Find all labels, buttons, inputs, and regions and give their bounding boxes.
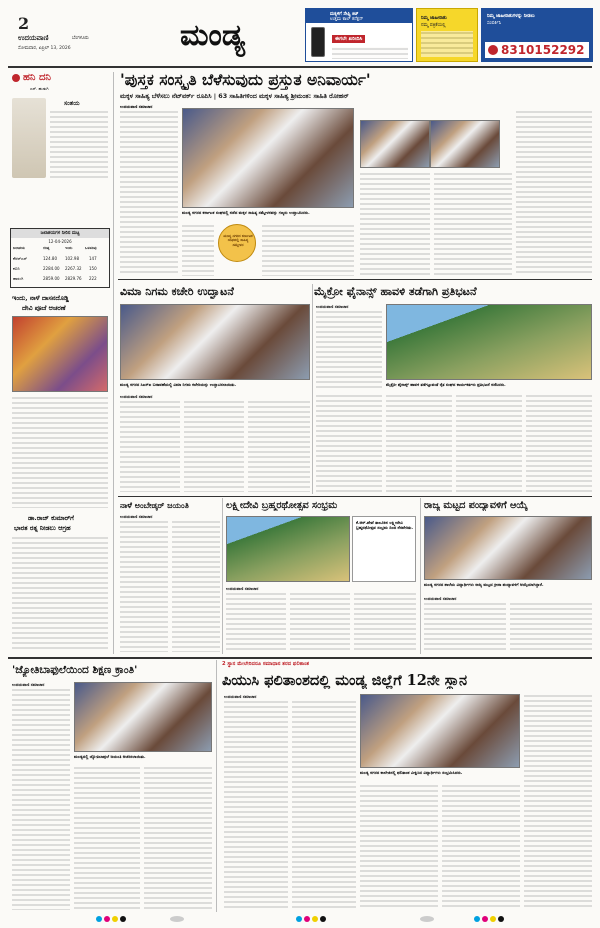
table-header-row — [13, 246, 109, 253]
ad-highlight: ಈಗಲೇ ಖರೀದಿಸಿ — [332, 35, 365, 43]
section-divider — [118, 279, 592, 280]
registration-dot — [304, 916, 310, 922]
registration-dot — [112, 916, 118, 922]
honey-column — [10, 72, 110, 224]
section-divider — [118, 496, 592, 497]
devi-headline: ದೇವಿ ಪೂಜೆ ಆಚರಣೆ — [22, 304, 66, 312]
honey-title: ಹನಿ ದನಿ — [23, 72, 51, 83]
registration-dot — [482, 916, 488, 922]
table-title: ಜಲಾಶಯಗಳ ನೀರಿನ ಮಟ್ಟ — [11, 229, 109, 238]
registration-dot — [96, 916, 102, 922]
table-cell: 2829.76 — [65, 276, 82, 281]
ambedkar-headline: ನಾಳೆ ಅಂಬೇಡ್ಕರ್ ಜಯಂತಿ — [120, 500, 189, 510]
ad-line: ಉತ್ತಮ ಕಾಲ್ ಕನೆಕ್ಷನ್ — [330, 17, 364, 22]
registration-dot — [498, 916, 504, 922]
ad-line: ನಿಮ್ಮ ಜಾಹೀರಾತು — [421, 16, 447, 21]
illustration — [12, 98, 46, 178]
table-cell: ಕೆಆರ್‌ಎಸ್ — [13, 256, 27, 261]
puc-byline: ಉದಯವಾಣಿ ಸಮಾಚಾರ — [224, 694, 257, 699]
lakshmi-note-box — [352, 516, 416, 582]
table-cell: 222 — [89, 276, 97, 281]
registration-dot — [170, 916, 184, 922]
rajkumar-headline: ಭಾರತ ರತ್ನ ನೀಡಲು ಆಗ್ರಹ — [14, 524, 71, 532]
micro-photo-caption: ಮೈಕ್ರೋ ಫೈನಾನ್ಸ್ ಹಾವಳಿ ತಡೆಗಟ್ಟುವಂತೆ ರೈತ ಸಂಘದ ಕಾರ್ಯಕರ್ತರು ಪ್ರತಿಭಟನೆ ನಡೆಸಿದರು. — [386, 382, 506, 387]
date-line: ಸೋಮವಾರ, ಏಪ್ರಿಲ್ 13, 2026 — [18, 46, 71, 51]
ad-line: ನಮ್ಮ ಪತ್ರಿಕೆಯಲ್ಲಿ — [421, 23, 446, 28]
state-photo-caption: ಮಂಡ್ಯ ನಗರದ ಶಾಲೆಯ ವಿದ್ಯಾರ್ಥಿಗಳು ರಾಜ್ಯ ಮಟ್ಟದ ಕ್ರೀಡಾ ಪಂದ್ಯಾವಳಿಗೆ ಆಯ್ಕೆಯಾಗಿದ್ದಾರೆ. — [424, 582, 544, 587]
ad-line: ಮಕ್ಕಳಿಗೆ ಸೇಫ್ಟಿ ಕಿಟ್ — [330, 12, 359, 17]
ad-phone-number: 8310152292 — [501, 43, 585, 57]
puc-kicker: 2 ಸ್ಥಾನ ಮೇಲೇರಿದರೂ ಸಮಾಧಾನ ತರದ ಫಲಿತಾಂಶ — [222, 661, 310, 667]
phone-icon — [488, 45, 498, 55]
lead-body — [120, 110, 178, 274]
column-divider — [420, 498, 421, 654]
registration-dot — [104, 916, 110, 922]
table-row — [13, 276, 109, 284]
registration-dot — [474, 916, 480, 922]
table-date: 12-04-2026 — [48, 239, 72, 244]
honey-icon — [12, 74, 20, 82]
lakshmi-byline: ಉದಯವಾಣಿ ಸಮಾಚಾರ — [226, 586, 259, 591]
table-cell: 147 — [89, 256, 97, 261]
lead-subhead: ಮಕ್ಕಳ ಸಾಹಿತ್ಯ ಬೆಳೆಸಲು ನೆಟ್‌ವರ್ಕ್ ರೂಪಿಸಿ | 63 ಸಾಹಿತಿಗಳಿಂದ ಮಕ್ಕಳ ಸಾಹಿತ್ಯ ಶ್ರೀಮಂತ: ಸಾಹಿತಿ ರೋಹನ್ — [120, 92, 349, 100]
devi-photo — [12, 316, 108, 392]
table-cell: 2267.32 — [65, 266, 82, 271]
ad-line: ಸಂಪರ್ಕಿಸಿ — [487, 21, 502, 26]
column-divider — [113, 72, 114, 654]
print-registration-marks — [0, 912, 600, 928]
water-level-table — [10, 228, 110, 288]
table-header: ಇಂದು — [65, 246, 73, 250]
column-divider — [222, 498, 223, 654]
devi-headline: ಇಂದು, ನಾಳೆ ದಾಸನದೊಡ್ಡಿ — [12, 294, 69, 302]
edition-label: ಬೆಂಗಳೂರು — [72, 36, 89, 41]
lead-photo-2 — [360, 120, 430, 168]
table-cell: ಕಬಿನಿ — [13, 266, 20, 271]
lead-photo — [182, 108, 354, 208]
phone-icon — [311, 27, 325, 57]
lead-photo-3 — [430, 120, 500, 168]
table-cell: 124.80 — [43, 256, 57, 261]
district-title: ಮಂಡ್ಯ — [180, 18, 246, 53]
table-cell: 2284.00 — [43, 266, 60, 271]
puc-photo-caption: ಮಂಡ್ಯ ನಗರದ ಕಾಲೇಜಿನಲ್ಲಿ ಫಲಿತಾಂಶ ವೀಕ್ಷಿಸಿದ ವಿದ್ಯಾರ್ಥಿಗಳು ಸಂಭ್ರಮಿಸಿದರು. — [360, 770, 463, 775]
table-header: ಗರಿಷ್ಠ — [43, 246, 50, 250]
registration-dot — [296, 916, 302, 922]
ad-newspaper[interactable] — [416, 8, 478, 62]
registration-dot — [490, 916, 496, 922]
jyoti-headline: 'ಜ್ಯೋತಿಬಾಫುಲೆಯಿಂದ ಶಿಕ್ಷಣ ಕ್ರಾಂತಿ' — [12, 664, 138, 676]
paper-name: ಉದಯವಾಣಿ — [18, 34, 49, 42]
puc-photo — [360, 694, 520, 768]
column-divider — [312, 284, 313, 494]
micro-headline: ಮೈಕ್ರೋ ಫೈನಾನ್ಸ್ ಹಾವಳಿ ತಡೆಗಾಗಿ ಪ್ರತಿಭಟನೆ — [314, 285, 477, 298]
lead-pullquote — [218, 224, 256, 262]
ad-contact[interactable] — [481, 8, 593, 62]
section-divider — [8, 657, 592, 659]
state-photo — [424, 516, 592, 580]
state-headline: ರಾಜ್ಯ ಮಟ್ಟದ ಪಂದ್ಯಾವಳಿಗೆ ಆಯ್ಕೆ — [424, 500, 528, 511]
vima-byline: ಉದಯವಾಣಿ ಸಮಾಚಾರ — [120, 394, 153, 399]
vima-photo-caption: ಮಂಡ್ಯ ನಗರದ ಸಿಎಸ್‌ಐ ಬಡಾವಣೆಯಲ್ಲಿ ವಿಮಾ ನಿಗಮ ಕಚೇರಿಯನ್ನು ಉದ್ಘಾಟಿಸಲಾಯಿತು. — [120, 382, 237, 387]
lead-photo-caption: ಮಂಡ್ಯ ನಗರದ ಕರ್ನಾಟಕ ಸಂಘದಲ್ಲಿ ನಡೆದ ಮಕ್ಕಳ ಸಾಹಿತ್ಯ ಸಮ್ಮೇಳನವನ್ನು ಗಣ್ಯರು ಉದ್ಘಾಟಿಸಿದರು. — [182, 210, 310, 215]
registration-dot — [120, 916, 126, 922]
lead-headline: 'ಪುಸ್ತಕ ಸಂಸ್ಕೃತಿ ಬೆಳೆಸುವುದು ಪ್ರಸ್ತುತ ಅನಿವಾರ್ಯ' — [120, 70, 371, 89]
lead-byline: ಉದಯವಾಣಿ ಸಮಾಚಾರ — [120, 104, 153, 109]
column-divider — [216, 660, 217, 912]
puc-headline: ಪಿಯುಸಿ ಫಲಿತಾಂಶದಲ್ಲಿ ಮಂಡ್ಯ ಜಿಲ್ಲೆಗೆ 12ನೇ ಸ್ಥಾನ — [222, 672, 468, 689]
state-byline: ಉದಯವಾಣಿ ಸಮಾಚಾರ — [424, 596, 457, 601]
table-header: ಜಲಾಶಯ — [13, 246, 25, 250]
table-row — [13, 266, 109, 274]
jyoti-photo — [74, 682, 212, 752]
table-cell: 102.98 — [65, 256, 79, 261]
registration-dot — [312, 916, 318, 922]
registration-dot — [420, 916, 434, 922]
lakshmi-note: ಕೆ.ಆರ್.ಪೇಟೆ ತಾಲೂಕಿನ ಲಕ್ಷ್ಮೀದೇವಿ ಬ್ರಹ್ಮರಥೋತ್ಸವ ಸಂಭ್ರಮ ದಿಂದ ನೆರವೇರಿತು. — [356, 520, 413, 531]
registration-dot — [320, 916, 326, 922]
lakshmi-photo — [226, 516, 350, 582]
rajkumar-headline: ಡಾ.ರಾಜ್ ಕುಮಾರ್‌ಗೆ — [28, 514, 74, 522]
table-cell: ಹಾರಂಗಿ — [13, 276, 24, 281]
poem-title: ಸಂಶಯ — [64, 100, 80, 107]
masthead — [0, 0, 600, 66]
table-row — [13, 256, 109, 264]
ad-line: ನಿಮ್ಮ ಜಾಹೀರಾತುಗಳನ್ನು ನೀಡಲು — [487, 14, 535, 19]
micro-byline: ಉದಯವಾಣಿ ಸಮಾಚಾರ — [316, 304, 349, 309]
ambedkar-byline: ಉದಯವಾಣಿ ಸಮಾಚಾರ — [120, 514, 153, 519]
ad-mobile-safety[interactable] — [305, 8, 413, 62]
devi-item — [10, 292, 110, 652]
page-number: 2 — [18, 14, 30, 33]
lakshmi-headline: ಲಕ್ಷ್ಮೀದೇವಿ ಬ್ರಹ್ಮರಥೋತ್ಸವ ಸಂಭ್ರಮ — [226, 500, 338, 511]
table-cell: 2859.00 — [43, 276, 60, 281]
table-header: ಒಳಹರಿವು — [85, 246, 97, 250]
masthead-divider — [8, 66, 592, 68]
pullquote-text: ಮಂಡ್ಯ ನಗರದ ಕರ್ನಾಟಕ ಸಂಘದಲ್ಲಿ ಸಾಹಿತ್ಯ ಸಮ್ಮೇಳನ — [223, 234, 253, 247]
micro-photo — [386, 304, 592, 380]
honey-author: ಎಸ್. ಹುಡುಗಿ — [30, 86, 49, 91]
vima-headline: ವಿಮಾ ನಿಗಮ ಕಚೇರಿ ಉದ್ಘಾಟನೆ — [120, 285, 234, 298]
table-cell: 150 — [89, 266, 97, 271]
jyoti-photo-caption: ಮಂಡ್ಯದಲ್ಲಿ ಜ್ಯೋತಿಬಾಫುಲೆ ಜಯಂತಿ ಆಚರಿಸಲಾಯಿತು. — [74, 754, 146, 759]
vima-photo — [120, 304, 310, 380]
jyoti-byline: ಉದಯವಾಣಿ ಸಮಾಚಾರ — [12, 682, 45, 687]
